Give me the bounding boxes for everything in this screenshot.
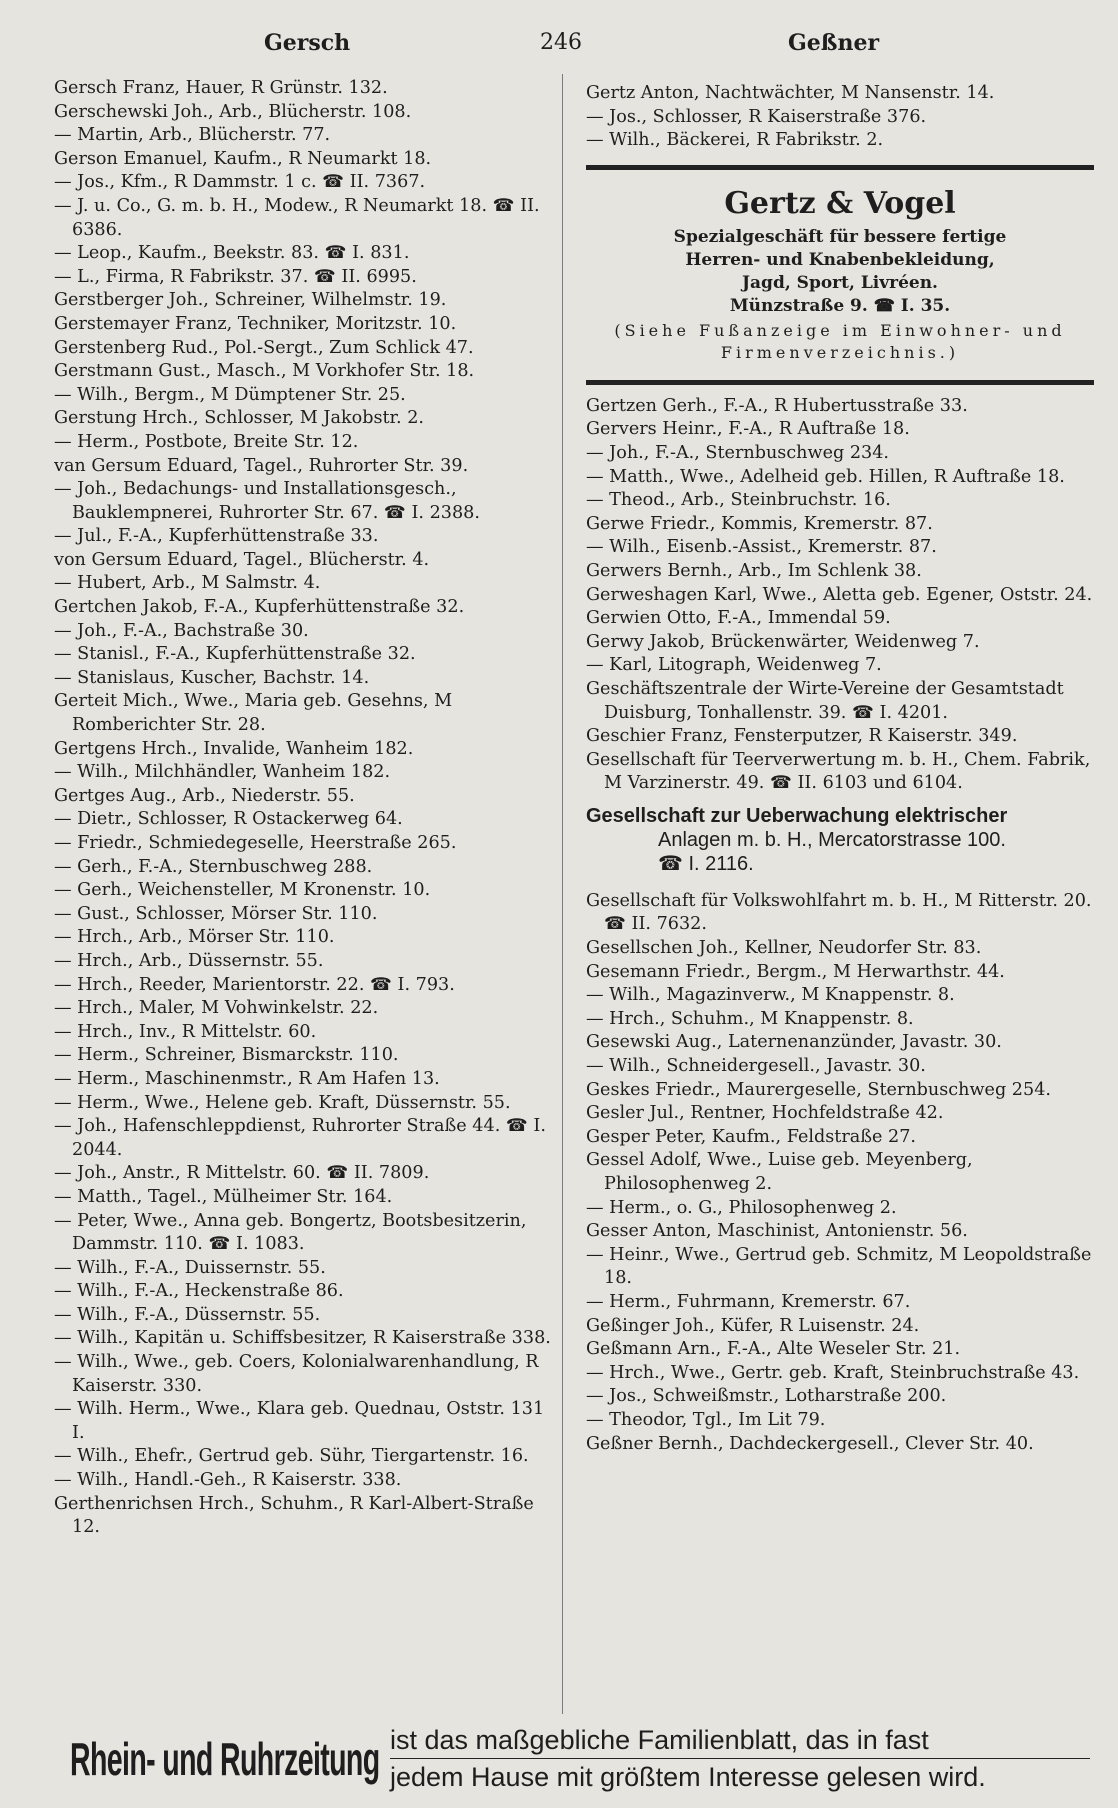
directory-entry: — Hrch., Reeder, Marientorstr. 22. ☎ I. 793.: [54, 974, 455, 995]
ad-title: Gertz & Vogel: [724, 185, 956, 221]
directory-entry: — Stanislaus, Kuscher, Bachstr. 14.: [54, 667, 370, 688]
directory-entry: Gerwe Friedr., Kommis, Kremerstr. 87.: [586, 513, 933, 534]
directory-entry: Gerson Emanuel, Kaufm., R Neumarkt 18.: [54, 148, 432, 169]
footer-advertisement: [70, 1720, 1095, 1798]
right-top-entries: [586, 82, 1094, 153]
directory-entry: van Gersum Eduard, Tagel., Ruhrorter Str. 39.: [54, 455, 469, 476]
directory-entry: — Dietr., Schlosser, R Ostackerweg 64.: [54, 809, 403, 830]
directory-entry: — Wilh., F.-A., Duissernstr. 55.: [54, 1257, 326, 1278]
directory-entry: — Wilh., Kapitän u. Schiffsbesitzer, R Kaiserstraße 338.: [54, 1328, 551, 1349]
directory-entry: — Jos., Schweißmstr., Lotharstraße 200.: [586, 1386, 947, 1407]
directory-entry: — Joh., F.-A., Sternbuschweg 234.: [586, 442, 890, 463]
directory-entry: — Wilh., Schneidergesell., Javastr. 30.: [586, 1056, 926, 1077]
directory-entry: — Friedr., Schmiedegeselle, Heerstraße 265.: [54, 833, 457, 853]
directory-entry: Gesser Anton, Maschinist, Antonienstr. 56.: [586, 1221, 968, 1242]
directory-entry: Gesper Peter, Kaufm., Feldstraße 27.: [586, 1126, 916, 1147]
directory-entry: Gerstung Hrch., Schlosser, M Jakobstr. 2.: [54, 408, 425, 429]
ad-line-1: Spezialgeschäft für bessere fertige: [673, 226, 1007, 247]
directory-entry: Gersch Franz, Hauer, R Grünstr. 132.: [54, 78, 388, 98]
footer-text: [390, 1722, 1090, 1795]
directory-entry: — Wilh., Milchhändler, Wanheim 182.: [54, 762, 391, 783]
directory-entry: — Hrch., Schuhm., M Knappenstr. 8.: [586, 1008, 914, 1029]
footer-line-2: jedem Hause mit größtem Interesse gelesen wird.: [390, 1762, 986, 1792]
directory-entry: — Joh., Anstr., R Mittelstr. 60. ☎ II. 7809.: [54, 1163, 430, 1184]
directory-entry: Gerwers Bernh., Arb., Im Schlenk 38.: [586, 560, 922, 581]
right-entries-a: [586, 395, 1094, 796]
directory-entry: — Wilh., Magazinverw., M Knappenstr. 8.: [586, 985, 955, 1006]
directory-entry: — Hubert, Arb., M Salmstr. 4.: [54, 573, 321, 594]
column-divider: [562, 74, 563, 1714]
directory-entry: — Matth., Tagel., Mülheimer Str. 164.: [54, 1186, 393, 1207]
directory-entry: Geschier Franz, Fensterputzer, R Kaiserstr. 349.: [586, 726, 1018, 747]
directory-entry: — Wilh., Handl.-Geh., R Kaiserstr. 338.: [54, 1470, 402, 1491]
directory-entry: — Gust., Schlosser, Mörser Str. 110.: [54, 903, 378, 924]
directory-entry: — Theodor, Tgl., Im Lit 79.: [586, 1409, 826, 1430]
directory-entry: — Karl, Litograph, Weidenweg 7.: [586, 655, 882, 676]
directory-entry: — J. u. Co., G. m. b. H., Modew., R Neumarkt 18. ☎ II. 6386.: [54, 195, 540, 240]
directory-entry: Geschäftszentrale der Wirte-Vereine der Gesamtstadt Duisburg, Tonhallenstr. 39. ☎ I. 4201.: [586, 678, 1064, 723]
directory-entry: Gerschewski Joh., Arb., Blücherstr. 108.: [54, 101, 412, 122]
directory-entry: Gertgens Hrch., Invalide, Wanheim 182.: [54, 738, 414, 759]
directory-entry: — Leop., Kaufm., Beekstr. 83. ☎ I. 831.: [54, 243, 410, 264]
left-column: [54, 77, 554, 1540]
directory-entry: Gertges Aug., Arb., Niederstr. 55.: [54, 785, 355, 806]
directory-entry: Gerwien Otto, F.-A., Immendal 59.: [586, 608, 891, 629]
directory-entry: — Jos., Schlosser, R Kaiserstraße 376.: [586, 106, 927, 127]
header-left-name: Gersch: [264, 30, 351, 56]
directory-entry: — Jos., Kfm., R Dammstr. 1 c. ☎ II. 7367.: [54, 172, 426, 193]
directory-entry: — Wilh., Ehefr., Gertrud geb. Sühr, Tiergartenstr. 16.: [54, 1446, 529, 1467]
header-right-name: Geßner: [788, 30, 880, 56]
directory-entry: Geßinger Joh., Küfer, R Luisenstr. 24.: [586, 1315, 920, 1336]
directory-entry: — Gerh., Weichensteller, M Kronenstr. 10.: [54, 880, 431, 901]
latin-entry-line-1: Gesellschaft zur Ueberwachung elektrischer: [586, 804, 1008, 827]
directory-entry: Gerwy Jakob, Brückenwärter, Weidenweg 7.: [586, 631, 980, 652]
directory-entry: — Herm., Maschinenmstr., R Am Hafen 13.: [54, 1068, 440, 1089]
right-entries-b: [586, 890, 1094, 1456]
latin-entry-line-2: Anlagen m. b. H., Mercatorstrasse 100.: [658, 828, 1006, 851]
directory-entry: Gessel Adolf, Wwe., Luise geb. Meyenberg, Philosophenweg 2.: [586, 1150, 973, 1194]
ad-line-3: Jagd, Sport, Livréen.: [742, 272, 938, 293]
right-column: [586, 82, 1094, 1456]
directory-entry: — Wilh., Bäckerei, R Fabrikstr. 2.: [586, 130, 884, 151]
directory-entry: Gerstberger Joh., Schreiner, Wilhelmstr. 19.: [54, 290, 447, 311]
page-number: 246: [540, 30, 582, 55]
directory-entry: Gervers Heinr., F.-A., R Auftraße 18.: [586, 419, 910, 440]
footer-brand: Rhein- und Ruhrzeitung: [70, 1733, 380, 1785]
directory-entry: Gesellschaft für Volkswohlfahrt m. b. H., M Ritterstr. 20. ☎ II. 7632.: [586, 890, 1092, 935]
directory-entry: — Wilh. Herm., Wwe., Klara geb. Quednau, Oststr. 131 I.: [54, 1399, 545, 1443]
directory-entry: — Stanisl., F.-A., Kupferhüttenstraße 32.: [54, 644, 416, 665]
directory-entry: Gertchen Jakob, F.-A., Kupferhüttenstraße 32.: [54, 597, 465, 618]
directory-entry: — Joh., Hafenschleppdienst, Ruhrorter Straße 44. ☎ I. 2044.: [54, 1116, 546, 1160]
directory-entry: — Herm., Fuhrmann, Kremerstr. 67.: [586, 1291, 911, 1312]
directory-entry: — Gerh., F.-A., Sternbuschweg 288.: [54, 856, 373, 877]
directory-entry: — Theod., Arb., Steinbruchstr. 16.: [586, 490, 891, 511]
directory-entry: Geßmann Arn., F.-A., Alte Weseler Str. 21.: [586, 1339, 961, 1360]
directory-entry: Geskes Friedr., Maurergeselle, Sternbuschweg 254.: [586, 1079, 1051, 1100]
directory-entry: — Peter, Wwe., Anna geb. Bongertz, Bootsbesitzerin, Dammstr. 110. ☎ I. 1083.: [54, 1210, 527, 1255]
directory-entry: Gesellschen Joh., Kellner, Neudorfer Str. 83.: [586, 938, 982, 959]
directory-entry: Gerstemayer Franz, Techniker, Moritzstr. 10.: [54, 313, 457, 334]
directory-entry: — Herm., Postbote, Breite Str. 12.: [54, 431, 359, 452]
directory-entry: Gerstmann Gust., Masch., M Vorkhofer Str. 18.: [54, 361, 475, 382]
directory-entry: — Heinr., Wwe., Gertrud geb. Schmitz, M Leopoldstraße 18.: [586, 1244, 1092, 1289]
directory-entry: Geßner Bernh., Dachdeckergesell., Clever Str. 40.: [586, 1433, 1034, 1454]
directory-entry: Gesler Jul., Rentner, Hochfeldstraße 42.: [586, 1103, 944, 1124]
directory-entry: — Wilh., F.-A., Heckenstraße 86.: [54, 1281, 344, 1302]
latin-entry-phone: ☎ I. 2116.: [658, 852, 754, 875]
directory-entry: — Hrch., Maler, M Vohwinkelstr. 22.: [54, 998, 379, 1019]
directory-entry: — L., Firma, R Fabrikstr. 37. ☎ II. 6995.: [54, 266, 417, 287]
directory-entry: — Jul., F.-A., Kupferhüttenstraße 33.: [54, 526, 379, 547]
directory-entry: — Martin, Arb., Blücherstr. 77.: [54, 125, 331, 146]
directory-entry: Gerteit Mich., Wwe., Maria geb. Gesehns, M Romberichter Str. 28.: [54, 691, 453, 736]
directory-entry: Gesewski Aug., Laternenanzünder, Javastr. 30.: [586, 1032, 1002, 1053]
directory-entry: von Gersum Eduard, Tagel., Blücherstr. 4.: [54, 549, 430, 570]
ad-note: (Siehe Fußanzeige im Einwohner- und Firmenverzeichnis.): [614, 320, 1066, 362]
directory-entry: — Hrch., Arb., Mörser Str. 110.: [54, 927, 335, 948]
directory-entry: — Hrch., Wwe., Gertr. geb. Kraft, Steinbruchstraße 43.: [586, 1362, 1080, 1383]
directory-entry: Gesellschaft für Teerverwertung m. b. H., Chem. Fabrik, M Varzinerstr. 49. ☎ II. 6103 und 6104.: [586, 749, 1091, 794]
directory-entry: — Wilh., F.-A., Düssernstr. 55.: [54, 1304, 321, 1325]
directory-entry: — Herm., Schreiner, Bismarckstr. 110.: [54, 1045, 399, 1066]
footer-line-1: ist das maßgebliche Familienblatt, das in fast: [390, 1722, 1090, 1759]
directory-entry: — Hrch., Arb., Düssernstr. 55.: [54, 950, 324, 971]
advertisement-box: [586, 165, 1094, 385]
directory-entry: Gesemann Friedr., Bergm., M Herwarthstr. 44.: [586, 961, 1005, 982]
directory-entry: Gertzen Gerh., F.-A., R Hubertusstraße 33.: [586, 395, 968, 416]
directory-entry: — Wilh., Eisenb.-Assist., Kremerstr. 87.: [586, 537, 937, 558]
directory-entry: — Wilh., Wwe., geb. Coers, Kolonialwarenhandlung, R Kaiserstr. 330.: [54, 1352, 539, 1396]
directory-entry: Gerweshagen Karl, Wwe., Aletta geb. Egener, Oststr. 24.: [586, 584, 1093, 605]
directory-entry: — Matth., Wwe., Adelheid geb. Hillen, R Auftraße 18.: [586, 466, 1065, 487]
directory-entry: Gerthenrichsen Hrch., Schuhm., R Karl-Albert-Straße 12.: [54, 1493, 534, 1538]
directory-entry: — Herm., o. G., Philosophenweg 2.: [586, 1197, 897, 1218]
directory-entry: — Wilh., Bergm., M Dümptener Str. 25.: [54, 384, 406, 405]
directory-entry: — Hrch., Inv., R Mittelstr. 60.: [54, 1021, 317, 1042]
directory-entry: — Herm., Wwe., Helene geb. Kraft, Düssernstr. 55.: [54, 1092, 511, 1113]
ad-line-4: Münzstraße 9. ☎ I. 35.: [729, 295, 951, 316]
latin-entry: [586, 804, 1094, 876]
ad-line-2: Herren- und Knabenbekleidung,: [685, 249, 995, 270]
directory-entry: Gertz Anton, Nachtwächter, M Nansenstr. 14.: [586, 83, 995, 103]
directory-entry: Gerstenberg Rud., Pol.-Sergt., Zum Schlick 47.: [54, 337, 474, 358]
directory-entry: — Joh., F.-A., Bachstraße 30.: [54, 620, 309, 641]
directory-entry: — Joh., Bedachungs- und Installationsgesch., Bauklempnerei, Ruhrorter Str. 67. ☎ I. 2388.: [54, 479, 480, 523]
